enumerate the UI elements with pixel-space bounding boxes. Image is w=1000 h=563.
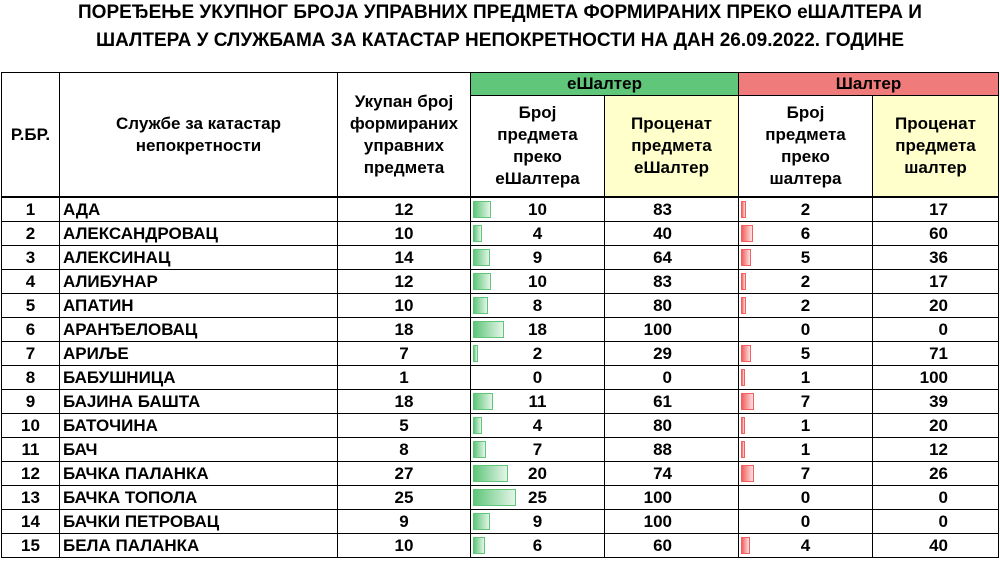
total-count: 18 <box>338 390 471 414</box>
eshalter-count-cell <box>471 390 605 414</box>
shalter-count: 0 <box>800 512 811 531</box>
office-name: АДА <box>60 197 338 222</box>
header-eshalter-count: Број предмета преко еШалтера <box>471 96 605 197</box>
header-eshalter-group: еШалтер <box>471 73 739 96</box>
shalter-pct: 12 <box>873 438 999 462</box>
table-row <box>2 462 999 486</box>
eshalter-count-cell <box>471 270 605 294</box>
eshalter-count: 10 <box>528 200 547 219</box>
eshalter-count: 25 <box>528 488 547 507</box>
shalter-count: 2 <box>800 272 811 291</box>
shalter-count-cell <box>739 438 873 462</box>
eshalter-count: 0 <box>532 368 543 387</box>
total-count: 10 <box>338 222 471 246</box>
shalter-count-cell <box>739 294 873 318</box>
shalter-count: 2 <box>800 200 811 219</box>
shalter-count-cell <box>739 414 873 438</box>
shalter-count-cell <box>739 366 873 390</box>
row-number: 8 <box>2 366 60 390</box>
total-count: 1 <box>338 366 471 390</box>
eshalter-count-cell <box>471 294 605 318</box>
shalter-count-cell <box>739 342 873 366</box>
total-count: 12 <box>338 197 471 222</box>
office-name: БАБУШНИЦА <box>60 366 338 390</box>
table-row <box>2 414 999 438</box>
row-number: 3 <box>2 246 60 270</box>
shalter-count: 7 <box>800 392 811 411</box>
eshalter-count: 18 <box>528 320 547 339</box>
title-line-2: ШАЛТЕРА У СЛУЖБАМА ЗА КАТАСТАР НЕПОКРЕТНОСТИ НА ДАН 26.09.2022. ГОДИНЕ <box>95 30 904 51</box>
header-shalter-group: Шалтер <box>739 73 999 96</box>
eshalter-count: 11 <box>528 392 547 411</box>
shalter-pct: 71 <box>873 342 999 366</box>
shalter-pct: 26 <box>873 462 999 486</box>
eshalter-pct: 83 <box>605 197 739 222</box>
office-name: АЛЕКСАНДРОВАЦ <box>60 222 338 246</box>
shalter-count: 0 <box>800 320 811 339</box>
shalter-count: 4 <box>800 536 811 555</box>
office-name: БАЧКИ ПЕТРОВАЦ <box>60 510 338 534</box>
eshalter-count-cell <box>471 222 605 246</box>
eshalter-pct: 83 <box>605 270 739 294</box>
table-row <box>2 342 999 366</box>
eshalter-count-cell <box>471 414 605 438</box>
total-count: 12 <box>338 270 471 294</box>
row-number: 6 <box>2 318 60 342</box>
eshalter-count-cell <box>471 486 605 510</box>
table-body <box>2 197 999 558</box>
row-number: 11 <box>2 438 60 462</box>
eshalter-count-cell <box>471 197 605 222</box>
table-row <box>2 318 999 342</box>
shalter-pct: 39 <box>873 390 999 414</box>
table-row <box>2 222 999 246</box>
eshalter-count-cell <box>471 534 605 558</box>
total-count: 7 <box>338 342 471 366</box>
total-count: 5 <box>338 414 471 438</box>
table-row <box>2 486 999 510</box>
shalter-pct: 0 <box>873 318 999 342</box>
eshalter-count-cell <box>471 318 605 342</box>
eshalter-count-cell <box>471 438 605 462</box>
shalter-count: 5 <box>800 344 811 363</box>
total-count: 18 <box>338 318 471 342</box>
shalter-count: 5 <box>800 248 811 267</box>
header-rb: Р.БР. <box>2 73 60 198</box>
shalter-count: 1 <box>800 440 811 459</box>
shalter-pct: 0 <box>873 486 999 510</box>
header-office: Службе за катастар непокретности <box>60 73 338 198</box>
header-eshalter-pct: Проценат предмета еШалтер <box>605 96 739 197</box>
shalter-count-cell <box>739 390 873 414</box>
office-name: БЕЛА ПАЛАНКА <box>60 534 338 558</box>
row-number: 13 <box>2 486 60 510</box>
eshalter-count: 7 <box>532 440 543 459</box>
eshalter-pct: 100 <box>605 318 739 342</box>
office-name: АЛЕКСИНАЦ <box>60 246 338 270</box>
eshalter-pct: 0 <box>605 366 739 390</box>
shalter-count-cell <box>739 534 873 558</box>
office-name: БАЈИНА БАШТА <box>60 390 338 414</box>
shalter-pct: 36 <box>873 246 999 270</box>
header-shalter-count: Број предмета преко шалтера <box>739 96 873 197</box>
eshalter-count: 9 <box>532 248 543 267</box>
shalter-count-cell <box>739 246 873 270</box>
shalter-pct: 0 <box>873 510 999 534</box>
eshalter-count-cell <box>471 342 605 366</box>
eshalter-count: 4 <box>532 224 543 243</box>
office-name: БАЧКА ТОПОЛА <box>60 486 338 510</box>
office-name: АРИЉЕ <box>60 342 338 366</box>
shalter-count: 1 <box>800 416 811 435</box>
table-row <box>2 246 999 270</box>
shalter-count: 2 <box>800 296 811 315</box>
office-name: БАЧКА ПАЛАНКА <box>60 462 338 486</box>
shalter-pct: 20 <box>873 414 999 438</box>
office-name: БАЧ <box>60 438 338 462</box>
table-row <box>2 294 999 318</box>
row-number: 12 <box>2 462 60 486</box>
eshalter-count-cell <box>471 366 605 390</box>
shalter-pct: 100 <box>873 366 999 390</box>
table-row <box>2 510 999 534</box>
row-number: 10 <box>2 414 60 438</box>
row-number: 7 <box>2 342 60 366</box>
row-number: 15 <box>2 534 60 558</box>
eshalter-pct: 61 <box>605 390 739 414</box>
shalter-count-cell <box>739 318 873 342</box>
shalter-count-cell <box>739 270 873 294</box>
table-row <box>2 270 999 294</box>
shalter-count-cell <box>739 486 873 510</box>
office-name: БАТОЧИНА <box>60 414 338 438</box>
eshalter-pct: 74 <box>605 462 739 486</box>
eshalter-count-cell <box>471 510 605 534</box>
office-name: АПАТИН <box>60 294 338 318</box>
shalter-pct: 60 <box>873 222 999 246</box>
table-row <box>2 366 999 390</box>
eshalter-count: 20 <box>528 464 547 483</box>
eshalter-pct: 80 <box>605 414 739 438</box>
header-shalter-pct: Проценат предмета шалтер <box>873 96 999 197</box>
eshalter-pct: 88 <box>605 438 739 462</box>
row-number: 2 <box>2 222 60 246</box>
shalter-pct: 20 <box>873 294 999 318</box>
total-count: 10 <box>338 294 471 318</box>
eshalter-pct: 100 <box>605 510 739 534</box>
shalter-count: 0 <box>800 488 811 507</box>
total-count: 9 <box>338 510 471 534</box>
table-row <box>2 390 999 414</box>
eshalter-count: 9 <box>532 512 543 531</box>
eshalter-pct: 64 <box>605 246 739 270</box>
row-number: 14 <box>2 510 60 534</box>
table-row <box>2 197 999 222</box>
eshalter-pct: 40 <box>605 222 739 246</box>
total-count: 8 <box>338 438 471 462</box>
title-line-1: ПОРЕЂЕЊЕ УКУПНОГ БРОЈА УПРАВНИХ ПРЕДМЕТА ФОРМИРАНИХ ПРЕКО еШАЛТЕРА И <box>78 2 922 23</box>
eshalter-pct: 100 <box>605 486 739 510</box>
shalter-count: 6 <box>800 224 811 243</box>
eshalter-count: 8 <box>532 296 543 315</box>
row-number: 9 <box>2 390 60 414</box>
eshalter-count-cell <box>471 246 605 270</box>
eshalter-count: 2 <box>532 344 543 363</box>
row-number: 4 <box>2 270 60 294</box>
shalter-pct: 17 <box>873 197 999 222</box>
total-count: 14 <box>338 246 471 270</box>
shalter-count-cell <box>739 510 873 534</box>
eshalter-count-cell <box>471 462 605 486</box>
table-row <box>2 534 999 558</box>
header-total: Укупан број формираних управних предмета <box>338 73 471 198</box>
table-row <box>2 438 999 462</box>
total-count: 10 <box>338 534 471 558</box>
row-number: 5 <box>2 294 60 318</box>
shalter-count: 1 <box>800 368 811 387</box>
shalter-pct: 17 <box>873 270 999 294</box>
eshalter-pct: 29 <box>605 342 739 366</box>
office-name: АРАНЂЕЛОВАЦ <box>60 318 338 342</box>
eshalter-count: 10 <box>528 272 547 291</box>
total-count: 25 <box>338 486 471 510</box>
shalter-pct: 40 <box>873 534 999 558</box>
shalter-count-cell <box>739 222 873 246</box>
shalter-count-cell <box>739 462 873 486</box>
eshalter-count: 4 <box>532 416 543 435</box>
shalter-count: 7 <box>800 464 811 483</box>
total-count: 27 <box>338 462 471 486</box>
eshalter-count: 6 <box>532 536 543 555</box>
eshalter-pct: 80 <box>605 294 739 318</box>
office-name: АЛИБУНАР <box>60 270 338 294</box>
shalter-count-cell <box>739 197 873 222</box>
eshalter-pct: 60 <box>605 534 739 558</box>
comparison-table <box>1 72 999 558</box>
row-number: 1 <box>2 197 60 222</box>
